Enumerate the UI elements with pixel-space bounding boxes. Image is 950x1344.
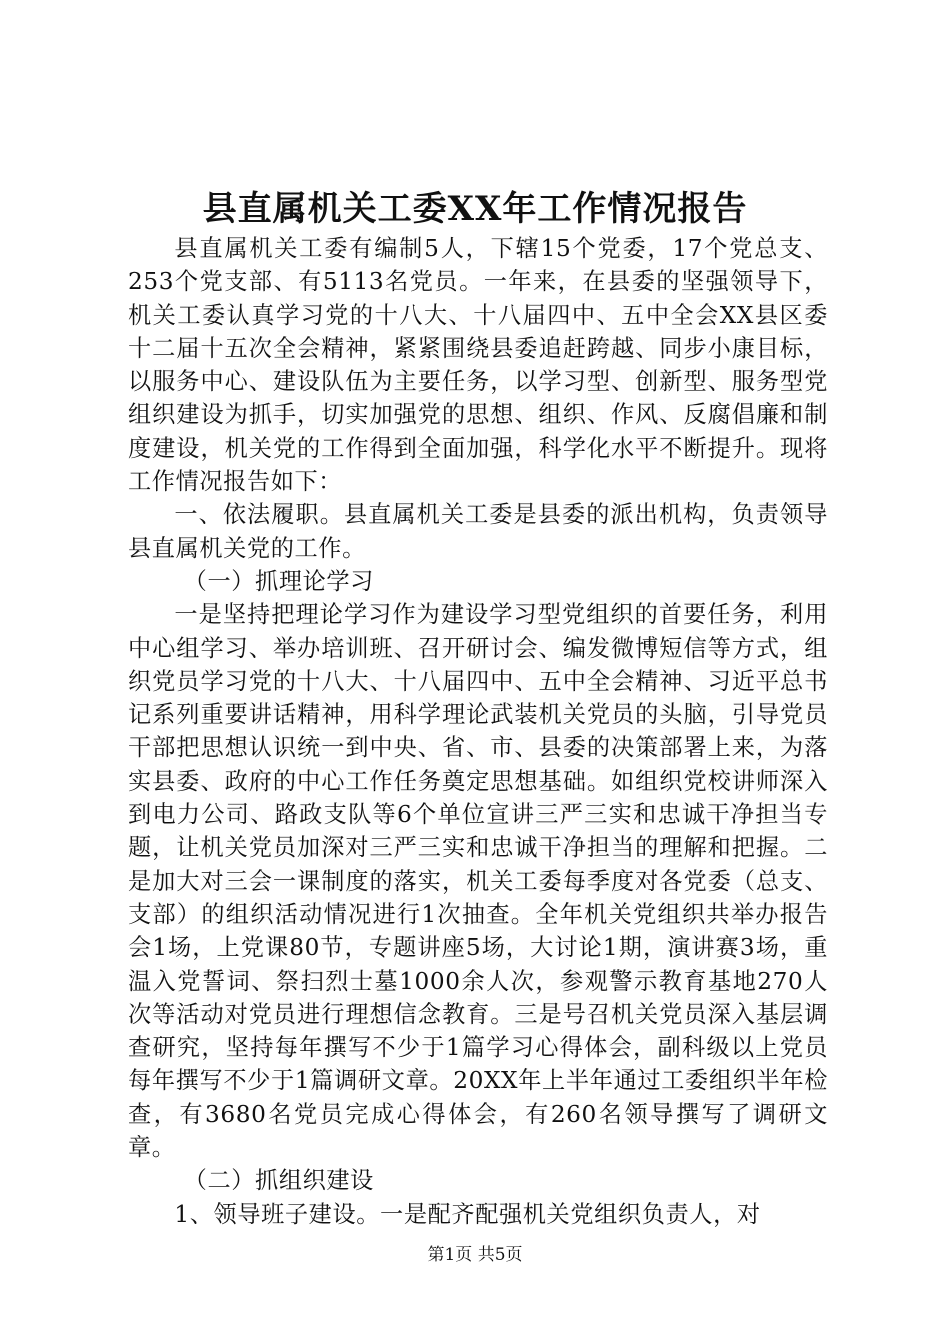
section-heading-1: 一、依法履职。县直属机关工委是县委的派出机构，负责领导县直属机关党的工作。 bbox=[128, 501, 828, 562]
document-body bbox=[128, 232, 828, 1231]
page-footer: 第1页 共5页 bbox=[427, 1245, 523, 1265]
theory-study-paragraph: 一是坚持把理论学习作为建设学习型党组织的首要任务，利用中心组学习、举办培训班、召开研讨会、编发微博短信等方式，组织党员学习党的十八大、十八届四中、五中全会精神、习近平总书记系列重要讲话精神，用科学理论武装机关党员的头脑，引导党员干部把思想认识统一到中央、省、市、县委的决策部署上来，为落实县委、政府的中心工作任务奠定思想基础。如组织党校讲师深入到电力公司、路政支队等6个单位宣讲三严三实和忠诚干净担当专题，让机关党员加深对三严三实和忠诚干净担当的理解和把握。二是加大对三会一课制度的落实，机关工委每季度对各党委（总支、支部）的组织活动情况进行1次抽查。全年机关党组织共举办报告会1场，上党课80节，专题讲座5场，大讨论1期，演讲赛3场，重温入党誓词、祭扫烈士墓1000余人次，参观警示教育基地270人次等活动对党员进行理想信念教育。三是号召机关党员深入基层调查研究，坚持每年撰写不少于1篇学习心得体会，副科级以上党员每年撰写不少于1篇调研文章。20XX年上半年通过工委组织半年检查，有3680名党员完成心得体会，有260名领导撰写了调研文章。 bbox=[128, 601, 828, 1162]
subsection-heading-theory: （一）抓理论学习 bbox=[183, 567, 374, 595]
intro-paragraph: 县直属机关工委有编制5人，下辖15个党委，17个党总支、253个党支部、有5113名党员。一年来，在县委的坚强领导下，机关工委认真学习党的十八大、十八届四中、五中全会XX县区委十二届十五次全会精神，紧紧围绕县委追赶跨越、同步小康目标，以服务中心、建设队伍为主要任务，以学习型、创新型、服务型党组织建设为抓手，切实加强党的思想、组织、作风、反腐倡廉和制度建设，机关党的工作得到全面加强，科学化水平不断提升。现将工作情况报告如下： bbox=[128, 235, 828, 496]
subsection-heading-organization: （二）抓组织建设 bbox=[183, 1167, 374, 1195]
leadership-paragraph: 1、领导班子建设。一是配齐配强机关党组织负责人，对 bbox=[174, 1200, 761, 1228]
document-title: 县直属机关工委XX年工作情况报告 bbox=[202, 189, 748, 229]
